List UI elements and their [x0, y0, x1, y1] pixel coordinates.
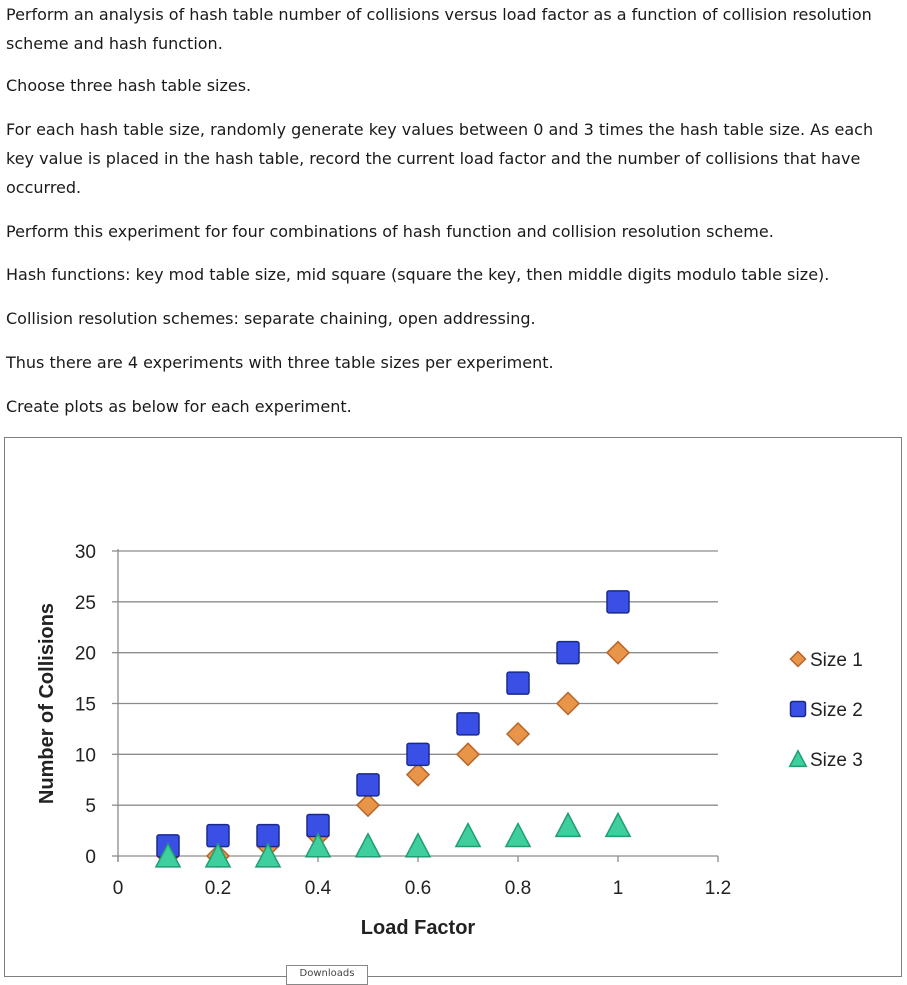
- data-point-size-3: [406, 834, 430, 857]
- key-generation-paragraph: For each hash table size, randomly generate key values between 0 and 3 times the hash table size. As each key value is placed in the hash table, record the current load factor and the number of collisions that have occurred.: [6, 120, 874, 197]
- y-tick-label: 0: [85, 847, 96, 868]
- y-tick-label: 30: [74, 542, 96, 563]
- legend-marker-2: [791, 702, 806, 717]
- data-point-size-3: [456, 824, 480, 847]
- data-point-size-1: [407, 764, 429, 786]
- legend-marker-3: [790, 751, 807, 767]
- data-point-size-3: [506, 824, 530, 847]
- hash-functions-paragraph: Hash functions: key mod table size, mid square (square the key, then middle digits modulo table size).: [6, 265, 830, 284]
- legend-label: Size 3: [810, 750, 863, 771]
- data-point-size-2: [457, 713, 479, 735]
- experiment-paragraph: Perform this experiment for four combinations of hash function and collision resolution scheme.: [6, 222, 774, 241]
- data-point-size-2: [407, 743, 429, 765]
- data-point-size-3: [606, 813, 630, 836]
- x-tick-label: 1: [612, 878, 624, 899]
- data-point-size-2: [607, 591, 629, 613]
- x-tick-label: 0.2: [204, 878, 232, 899]
- x-axis-title: Load Factor: [360, 917, 476, 939]
- y-tick-label: 10: [74, 745, 96, 767]
- x-tick-label: 0: [112, 878, 124, 899]
- legend-label: Size 2: [810, 700, 863, 721]
- y-tick-label: 25: [74, 592, 96, 614]
- y-tick-label: 5: [85, 796, 96, 818]
- legend-label: Size 1: [810, 650, 863, 671]
- data-point-size-1: [457, 743, 479, 765]
- x-tick-label: 0.8: [504, 878, 532, 899]
- downloads-button[interactable]: Downloads: [286, 965, 368, 985]
- table-sizes-paragraph: Choose three hash table sizes.: [6, 76, 252, 95]
- x-tick-label: 0.4: [304, 878, 332, 899]
- intro-paragraph: Perform an analysis of hash table number of collisions versus load factor as a function of collision resolution scheme and hash function.: [6, 5, 872, 53]
- data-point-size-2: [557, 642, 579, 664]
- data-point-size-1: [607, 642, 629, 664]
- data-point-size-1: [507, 723, 529, 745]
- create-plots-paragraph: Create plots as below for each experiment.: [6, 397, 352, 416]
- y-axis-title: Number of Collisions: [36, 602, 58, 805]
- chart-frame: [4, 437, 902, 977]
- y-tick-label: 15: [74, 694, 96, 716]
- x-tick-label: 1.2: [704, 878, 732, 899]
- data-point-size-1: [357, 794, 379, 816]
- data-point-size-2: [357, 774, 379, 796]
- data-point-size-3: [556, 813, 580, 836]
- collisions-chart: [5, 438, 901, 976]
- x-tick-label: 0.6: [404, 878, 432, 899]
- experiments-count-paragraph: Thus there are 4 experiments with three table sizes per experiment.: [6, 353, 554, 372]
- data-point-size-1: [557, 693, 579, 715]
- data-point-size-3: [356, 834, 380, 857]
- data-point-size-2: [507, 672, 529, 694]
- y-tick-label: 20: [74, 643, 96, 665]
- collision-schemes-paragraph: Collision resolution schemes: separate chaining, open addressing.: [6, 309, 536, 328]
- legend-marker-1: [791, 652, 806, 667]
